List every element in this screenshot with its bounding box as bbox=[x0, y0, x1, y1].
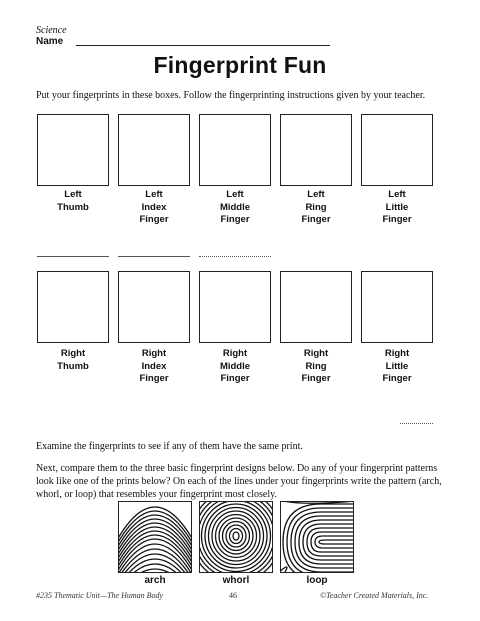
left-thumb-box bbox=[37, 114, 109, 186]
footer-left: #235 Thematic Unit—The Human Body bbox=[36, 591, 164, 600]
left-ring-label: Left Ring Finger bbox=[301, 189, 331, 225]
left-thumb-answer-line bbox=[37, 256, 109, 257]
examine-text: Examine the fingerprints to see if any of them have the same print. bbox=[36, 441, 303, 452]
left-thumb-label: Left Thumb bbox=[57, 189, 89, 213]
left-middle-box bbox=[199, 114, 271, 186]
right-thumb-label: Right Thumb bbox=[57, 348, 89, 372]
arch-label: arch bbox=[144, 575, 166, 586]
instructions-text: Put your fingerprints in these boxes. Follow the fingerprinting instructions given by your teacher. bbox=[36, 90, 426, 101]
whorl-pattern-icon bbox=[200, 502, 272, 572]
left-index-label: Left Index Finger bbox=[139, 189, 169, 225]
left-index-answer-line bbox=[118, 256, 190, 257]
compare-text: Next, compare them to the three basic fingerprint designs below. Do any of your fingerprint patterns look like one of the prints below? On each of the lines under your fingerprints write the pattern (arch, whorl, or loop) that resembles your fingerprint most closely. bbox=[36, 463, 442, 500]
right-little-box bbox=[361, 271, 433, 343]
subject-label: Science bbox=[36, 25, 67, 36]
loop-print-image bbox=[280, 501, 354, 573]
left-index-box bbox=[118, 114, 190, 186]
footer-right: ©Teacher Created Materials, Inc. bbox=[320, 591, 429, 600]
whorl-print-image bbox=[199, 501, 273, 573]
name-line bbox=[76, 45, 330, 46]
right-ring-label: Right Ring Finger bbox=[301, 348, 331, 384]
left-middle-label: Left Middle Finger bbox=[219, 189, 251, 225]
right-index-label: Right Index Finger bbox=[139, 348, 169, 384]
right-middle-box bbox=[199, 271, 271, 343]
left-little-box bbox=[361, 114, 433, 186]
right-ring-box bbox=[280, 271, 352, 343]
loop-pattern-icon bbox=[281, 502, 353, 572]
left-little-label: Left Little Finger bbox=[382, 189, 412, 225]
arch-pattern-icon bbox=[119, 502, 191, 572]
whorl-label: whorl bbox=[222, 575, 250, 586]
name-label: Name bbox=[36, 36, 64, 47]
loop-label: loop bbox=[306, 575, 328, 586]
footer-page-number: 46 bbox=[229, 591, 237, 600]
page-title: Fingerprint Fun bbox=[153, 52, 327, 78]
right-little-label: Right Little Finger bbox=[382, 348, 412, 384]
right-little-answer-line bbox=[400, 423, 433, 424]
left-ring-box bbox=[280, 114, 352, 186]
right-index-box bbox=[118, 271, 190, 343]
right-middle-label: Right Middle Finger bbox=[219, 348, 251, 384]
left-middle-answer-line bbox=[199, 256, 271, 257]
right-thumb-box bbox=[37, 271, 109, 343]
arch-print-image bbox=[118, 501, 192, 573]
